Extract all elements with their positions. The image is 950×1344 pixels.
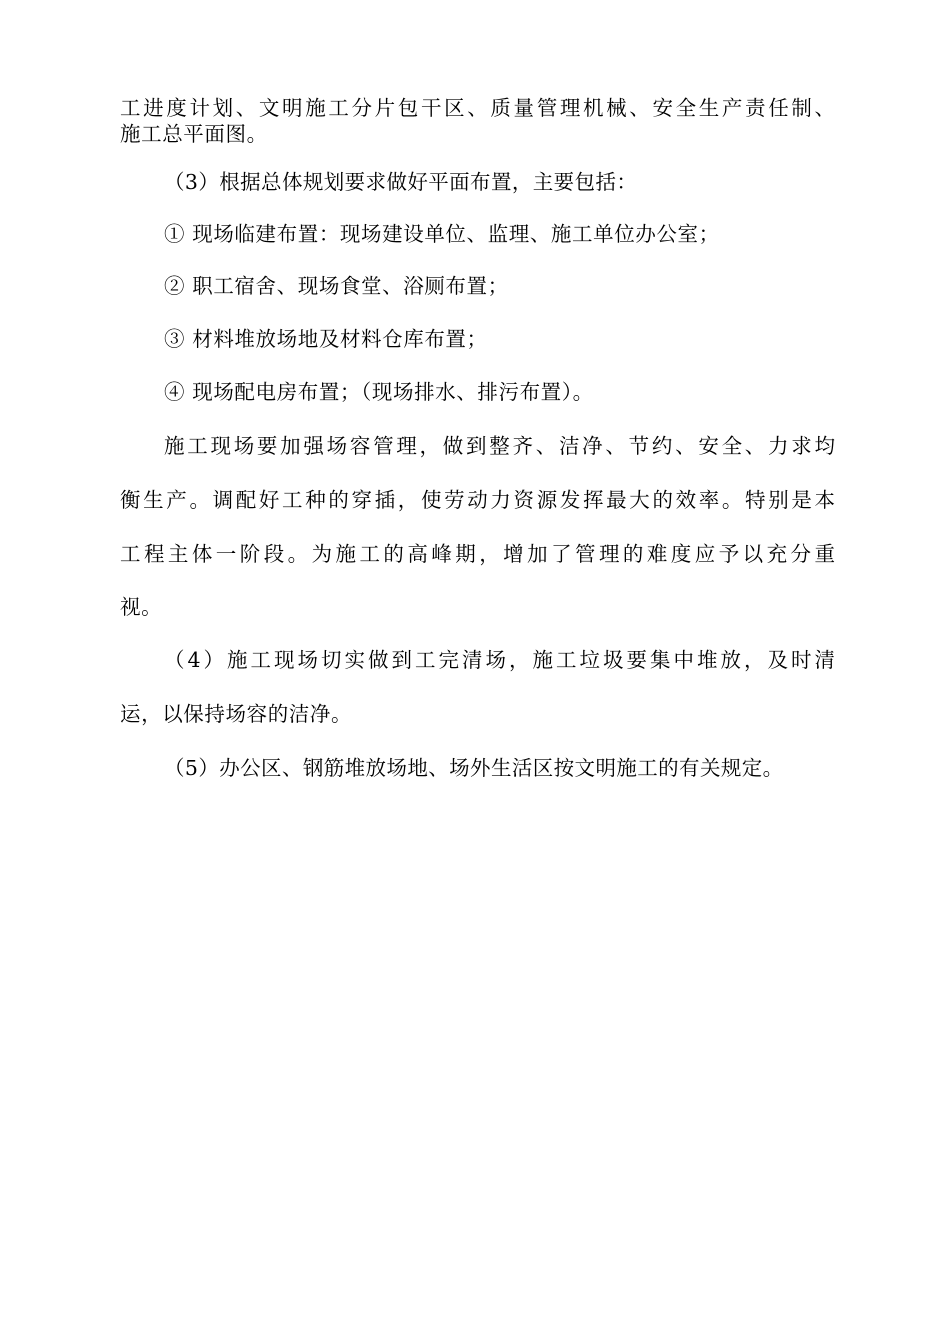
paragraph-line: 工进度计划、文明施工分片包干区、质量管理机械、安全生产责任制、 bbox=[120, 96, 835, 120]
paragraph-line: （5）办公区、钢筋堆放场地、场外生活区按文明施工的有关规定。 bbox=[164, 756, 784, 780]
list-item-2: ② 职工宿舍、现场食堂、浴厕布置； bbox=[164, 274, 509, 298]
list-item-1: ① 现场临建布置：现场建设单位、监理、施工单位办公室； bbox=[164, 222, 720, 246]
paragraph-line: （4）施工现场切实做到工完清场，施工垃圾要集中堆放，及时清 bbox=[164, 648, 835, 672]
paragraph-line: 视。 bbox=[120, 595, 163, 619]
section-heading-3: （3）根据总体规划要求做好平面布置，主要包括： bbox=[164, 170, 638, 194]
paragraph-line: 运，以保持场容的洁净。 bbox=[120, 702, 353, 726]
paragraph-line: 施工总平面图。 bbox=[120, 122, 268, 146]
paragraph-line: 施工现场要加强场容管理，做到整齐、洁净、节约、安全、力求均 bbox=[164, 434, 835, 458]
paragraph-line: 衡生产。调配好工种的穿插，使劳动力资源发挥最大的效率。特别是本 bbox=[120, 488, 835, 512]
list-item-4: ④ 现场配电房布置；（现场排水、排污布置）。 bbox=[164, 380, 594, 404]
document-page bbox=[120, 0, 835, 1344]
list-item-3: ③ 材料堆放场地及材料仓库布置； bbox=[164, 327, 488, 351]
paragraph-line: 工程主体一阶段。为施工的高峰期，增加了管理的难度应予以充分重 bbox=[120, 542, 835, 566]
